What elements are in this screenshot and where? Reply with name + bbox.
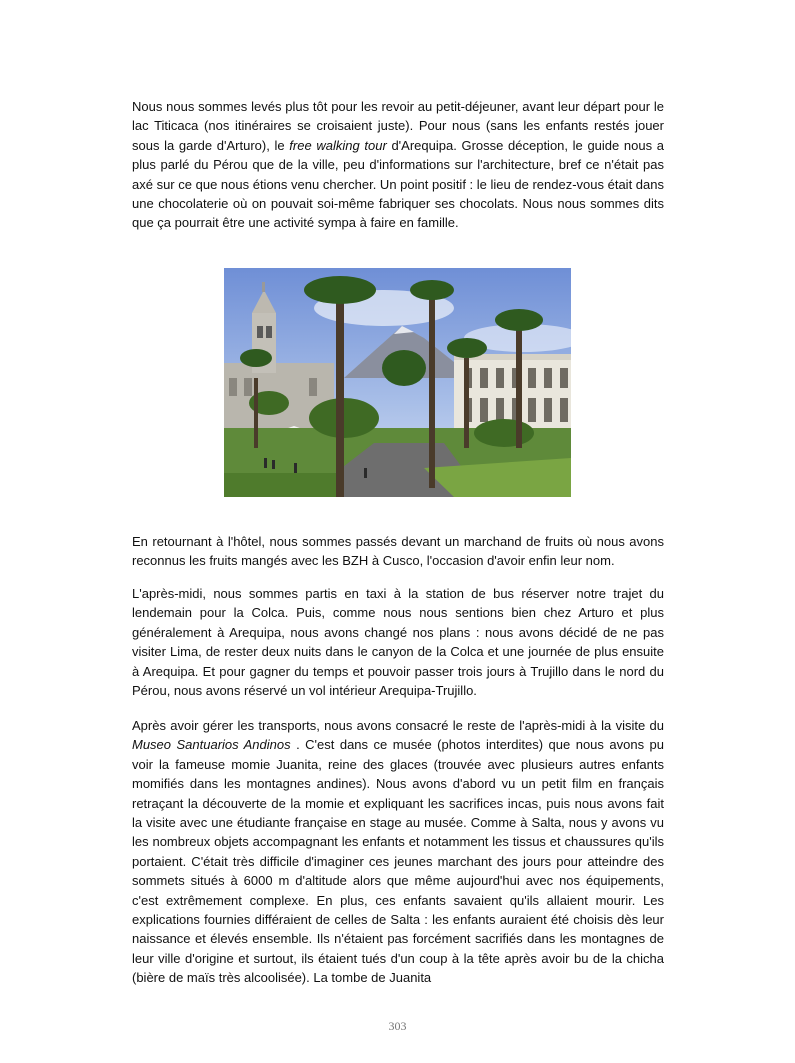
paragraph-walking-tour — [132, 97, 664, 233]
italic-phrase: Museo Santuarios Andinos — [132, 737, 291, 753]
paragraph-text: Nous nous sommes levés plus tôt pour les revoir au petit-déjeuner, avant leur départ pour le lac Titicaca (nos itinéraires se croisaient juste). Pour nous (sans les enfants restés jouer sous la garde d'Arturo), le — [132, 99, 664, 153]
paragraph-text: Après avoir gérer les transports, nous avons consacré le reste de l'après-midi à la visite du — [132, 718, 664, 733]
paragraph-afternoon-plans: L'après-midi, nous sommes partis en taxi à la station de bus réserver notre trajet du lendemain pour la Colca. Puis, comme nous nous sentions bien chez Arturo et plus généralement à Arequipa, nous avons changé nos plans : nous avons décidé de ne pas visiter Lima, de rester deux nuits dans le canyon de la Colca et une journée de plus ensuite à Arequipa. Et pour gagner du temps et pouvoir passer trois jours à Trujillo dans le nord du Pérou, nous avons réservé un vol intérieur Arequipa-Trujillo. — [132, 586, 664, 699]
paragraph-museum-visit — [132, 716, 664, 988]
paragraph-text: d'Arequipa. Grosse déception, le guide nous a plus parlé du Pérou que de la ville, peu d'informations sur l'architecture, bref ce n'était pas axé sur ce que nous étions venu chercher. Un point positif : le lieu de rendez-vous était dans une chocolaterie où on pouvait soi-même fabriquer ses chocolats. Nous nous sommes dits que ça pourrait être une activité sympa à faire en famille. — [132, 137, 664, 231]
paragraph-fruit-vendor: En retournant à l'hôtel, nous sommes passés devant un marchand de fruits où nous avons reconnus les fruits mangés avec les BZH à Cusco, l'occasion d'avoir enfin leur nom. — [132, 534, 664, 569]
arequipa-plaza-photo — [224, 268, 571, 497]
page-number: 303 — [388, 1019, 407, 1033]
italic-phrase: free walking tour — [289, 137, 387, 153]
paragraph-text: . C'est dans ce musée (photos interdites) que nous avons pu voir la fameuse momie Juanita, reine des glaces (trouvée avec plusieurs autres enfants momifiés dans les montagnes andines). Nous avons d'abord vu un petit film en français retraçant la découverte de la momie et expliquant les sacrifices incas, puis nous avons fait la visite avec une étudiante française en stage au musée. Comme à Salta, nous y avons vu les nombreux objets accompagnant les enfants et notamment les tissus et chaussures qu'ils portaient. C'était très difficile d'imaginer ces jeunes marchant des jours pour atteindre des sommets situés à 6000 m d'altitude alors que même aujourd'hui avec nos équipements, c'est extrêmement complexe. En plus, ces enfants savaient qu'ils allaient mourir. Les explications fournies différaient de celles de Salta : les enfants auraient été choisis dès leur naissance et élevés ensemble. Ils n'étaient pas forcément sacrifiés dans les montagnes de leur ville d'origine et surtout, ils étaient tués d'un coup à la tête après avoir bu de la chicha (bière de maïs très alcoolisée). La tombe de Juanita — [132, 737, 664, 986]
